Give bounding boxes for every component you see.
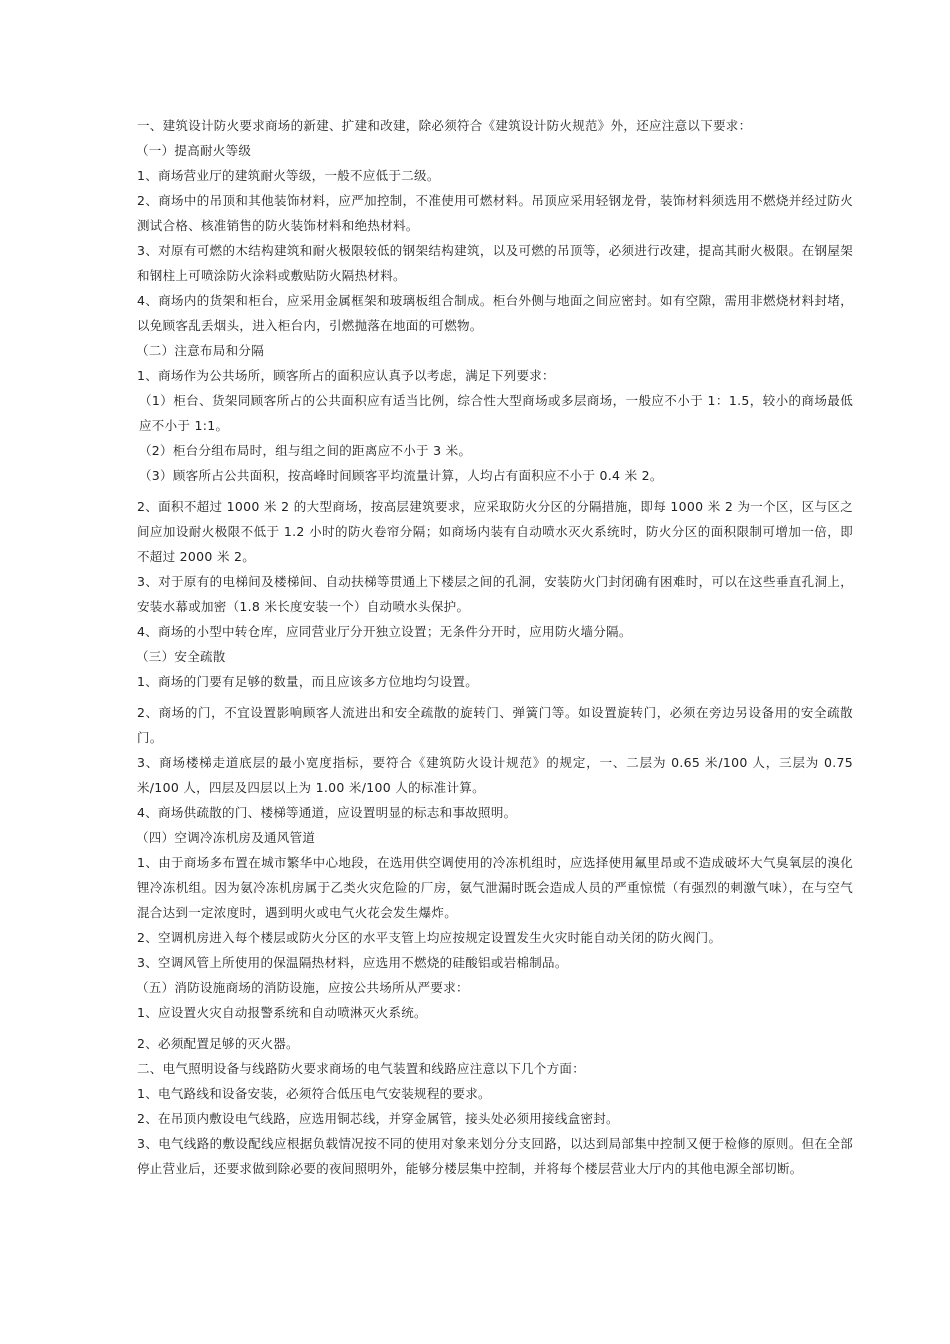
document-body <box>137 113 853 1181</box>
section-heading: 一、建筑设计防火要求商场的新建、扩建和改建，除必须符合《建筑设计防火规范》外，还应注意以下要求： <box>137 118 752 133</box>
paragraph: 2、必须配置足够的灭火器。 <box>137 1036 299 1051</box>
paragraph: 3、商场楼梯走道底层的最小宽度指标，要符合《建筑防火设计规范》的规定，一、二层为 0.65 米/100 人，三层为 0.75 米/100 人，四层及四层以上为 1.00 米/100 人的标准计算。 <box>137 755 853 795</box>
paragraph: 3、空调风管上所使用的保温隔热材料，应选用不燃烧的硅酸铝或岩棉制品。 <box>137 955 568 970</box>
paragraph: 3、对于原有的电梯间及楼梯间、自动扶梯等贯通上下楼层之间的孔洞，安装防火门封闭确有困难时，可以在这些垂直孔洞上，安装水幕或加密（1.8 米长度安装一个）自动喷水头保护。 <box>137 574 853 614</box>
paragraph: 4、商场内的货架和柜台，应采用金属框架和玻璃板组合制成。柜台外侧与地面之间应密封。如有空隙，需用非燃烧材料封堵，以免顾客乱丢烟头，进入柜台内，引燃抛落在地面的可燃物。 <box>137 293 853 333</box>
subsection-heading: （二）注意布局和分隔 <box>136 343 265 358</box>
paragraph: 4、商场供疏散的门、楼梯等通道，应设置明显的标志和事故照明。 <box>137 805 517 820</box>
paragraph: 2、在吊顶内敷设电气线路，应选用铜芯线，并穿金属管，接头处必须用接线盒密封。 <box>137 1111 619 1126</box>
paragraph: 2、空调机房进入每个楼层或防火分区的水平支管上均应按规定设置发生火灾时能自动关闭的防火阀门。 <box>137 930 722 945</box>
subsection-heading: （五）消防设施商场的消防设施，应按公共场所从严要求： <box>136 980 469 995</box>
paragraph: 1、由于商场多布置在城市繁华中心地段，在选用供空调使用的冷冻机组时，应选择使用氟里昂或不造成破坏大气臭氧层的溴化锂冷冻机组。因为氨冷冻机房属于乙类火灾危险的厂房，氨气泄漏时既会造成人员的严重惊慌（有强烈的刺激气味），在与空气混合达到一定浓度时，遇到明火或电气火花会发生爆炸。 <box>137 855 853 920</box>
paragraph: 1、商场营业厅的建筑耐火等级，一般不应低于二级。 <box>137 168 440 183</box>
paragraph: 1、商场作为公共场所，顾客所占的面积应认真予以考虑，满足下列要求： <box>137 368 555 383</box>
paragraph: 4、商场的小型中转仓库，应同营业厅分开独立设置；无条件分开时，应用防火墙分隔。 <box>137 624 632 639</box>
sub-item: （1）柜台、货架同顾客所占的公共面积应有适当比例，综合性大型商场或多层商场，一般应不小于 1：1.5，较小的商场最低应不小于 1:1。 <box>139 393 853 433</box>
paragraph: 2、商场的门，不宜设置影响顾客人流进出和安全疏散的旋转门、弹簧门等。如设置旋转门，必须在旁边另设备用的安全疏散门。 <box>137 705 853 745</box>
sub-item: （3）顾客所占公共面积，按高峰时间顾客平均流量计算，人均占有面积应不小于 0.4 米 2。 <box>139 468 663 483</box>
section-heading: 二、电气照明设备与线路防火要求商场的电气装置和线路应注意以下几个方面： <box>137 1061 586 1076</box>
subsection-heading: （一）提高耐火等级 <box>136 143 252 158</box>
sub-item: （2）柜台分组布局时，组与组之间的距离应不小于 3 米。 <box>139 443 472 458</box>
paragraph: 1、应设置火灾自动报警系统和自动喷淋灭火系统。 <box>137 1005 427 1020</box>
paragraph: 2、面积不超过 1000 米 2 的大型商场，按高层建筑要求，应采取防火分区的分隔措施，即每 1000 米 2 为一个区，区与区之间应加设耐火极限不低于 1.2 小时的防火卷帘分隔；如商场内装有自动喷水灭火系统时，防火分区的面积限制可增加一倍，即不超过 2000 米 2。 <box>137 499 853 564</box>
paragraph: 1、电气路线和设备安装，必须符合低压电气安装规程的要求。 <box>137 1086 491 1101</box>
paragraph: 3、对原有可燃的木结构建筑和耐火极限较低的钢架结构建筑，以及可燃的吊顶等，必须进行改建，提高其耐火极限。在钢屋架和钢柱上可喷涂防火涂料或敷贴防火隔热材料。 <box>137 243 853 283</box>
paragraph: 2、商场中的吊顶和其他装饰材料，应严加控制，不准使用可燃材料。吊顶应采用轻钢龙骨，装饰材料须选用不燃烧并经过防火测试合格、核准销售的防火装饰材料和绝热材料。 <box>137 193 853 233</box>
paragraph: 3、电气线路的敷设配线应根据负载情况按不同的使用对象来划分分支回路，以达到局部集中控制又便于检修的原则。但在全部停止营业后，还要求做到除必要的夜间照明外，能够分楼层集中控制，并将每个楼层营业大厅内的其他电源全部切断。 <box>137 1136 853 1176</box>
subsection-heading: （三）安全疏散 <box>136 649 226 664</box>
subsection-heading: （四）空调冷冻机房及通风管道 <box>136 830 316 845</box>
paragraph: 1、商场的门要有足够的数量，而且应该多方位地均匀设置。 <box>137 674 479 689</box>
